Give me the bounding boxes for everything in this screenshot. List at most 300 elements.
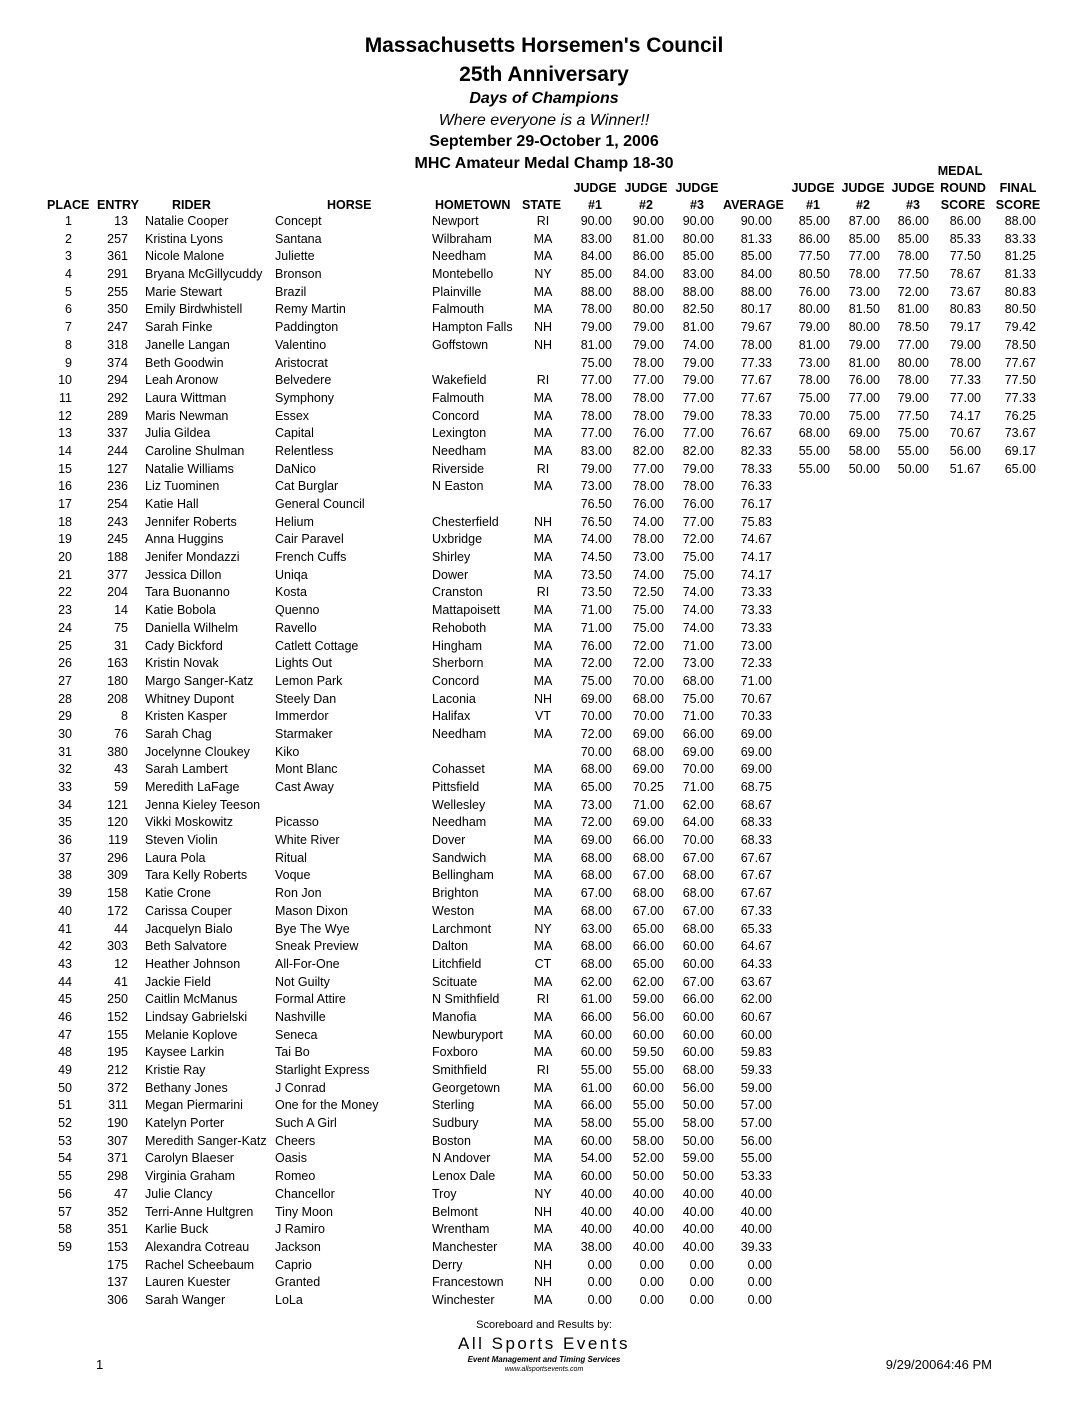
state-cell: MA bbox=[533, 1045, 553, 1060]
judge3-cell: 68.00 bbox=[682, 921, 714, 936]
state-cell: MA bbox=[533, 939, 553, 954]
final-score-cell: 73.67 bbox=[1004, 426, 1036, 441]
judge3-cell: 82.50 bbox=[682, 302, 714, 317]
state-cell: MA bbox=[533, 833, 553, 848]
medal-judge2-cell: 77.00 bbox=[848, 390, 880, 405]
rider-cell: Nicole Malone bbox=[145, 249, 225, 264]
medal-score-cell: 80.83 bbox=[949, 302, 981, 317]
average-cell: 73.33 bbox=[740, 585, 772, 600]
state-cell: MA bbox=[533, 550, 553, 565]
judge1-cell: 40.00 bbox=[580, 1222, 612, 1237]
judge3-cell: 60.00 bbox=[682, 939, 714, 954]
entry-cell: 43 bbox=[114, 762, 128, 777]
judge3-cell: 74.00 bbox=[682, 603, 714, 618]
average-cell: 67.67 bbox=[740, 868, 772, 883]
judge1-cell: 67.00 bbox=[580, 886, 612, 901]
final-score-cell: 77.67 bbox=[1004, 355, 1036, 370]
average-cell: 53.33 bbox=[740, 1169, 772, 1184]
table-row bbox=[0, 815, 1088, 833]
entry-cell: 47 bbox=[114, 1186, 128, 1201]
horse-cell: Uniqa bbox=[275, 567, 308, 582]
average-cell: 56.00 bbox=[740, 1133, 772, 1148]
state-cell: NH bbox=[533, 691, 553, 706]
horse-cell: Ron Jon bbox=[275, 886, 322, 901]
state-cell: NH bbox=[533, 1204, 553, 1219]
medal-judge2-cell: 85.00 bbox=[848, 231, 880, 246]
medal-judge1-cell: 68.00 bbox=[798, 426, 830, 441]
judge2-cell: 62.00 bbox=[632, 974, 664, 989]
judge3-cell: 79.00 bbox=[682, 461, 714, 476]
state-cell: MA bbox=[533, 638, 553, 653]
judge3-cell: 76.00 bbox=[682, 497, 714, 511]
judge2-cell: 60.00 bbox=[632, 1027, 664, 1042]
horse-cell: Cat Burglar bbox=[275, 479, 339, 494]
horse-cell: One for the Money bbox=[275, 1098, 379, 1113]
horse-cell: Valentino bbox=[275, 337, 327, 352]
hometown-cell: N Easton bbox=[432, 479, 484, 494]
medal-judge1-cell: 86.00 bbox=[798, 231, 830, 246]
table-row bbox=[0, 1169, 1088, 1187]
judge3-cell: 68.00 bbox=[682, 673, 714, 688]
horse-cell: Aristocrat bbox=[275, 355, 328, 370]
horse-cell: Steely Dan bbox=[275, 691, 337, 706]
entry-cell: 351 bbox=[107, 1222, 128, 1237]
table-row bbox=[0, 1222, 1088, 1240]
hometown-cell: Francestown bbox=[432, 1275, 504, 1290]
judge1-cell: 73.00 bbox=[580, 797, 612, 812]
average-cell: 40.00 bbox=[740, 1186, 772, 1201]
judge3-cell: 0.00 bbox=[689, 1257, 714, 1272]
horse-cell: Such A Girl bbox=[275, 1116, 337, 1131]
medal-judge1-cell: 85.00 bbox=[798, 214, 830, 228]
state-cell: CT bbox=[534, 956, 552, 971]
entry-cell: 292 bbox=[107, 390, 128, 405]
place-cell: 34 bbox=[58, 797, 72, 812]
average-cell: 59.00 bbox=[740, 1080, 772, 1095]
hometown-cell: Concord bbox=[432, 673, 480, 688]
medal-judge3-cell: 50.00 bbox=[897, 461, 929, 476]
rider-cell: Beth Salvatore bbox=[145, 939, 227, 954]
table-row bbox=[0, 550, 1088, 568]
judge1-cell: 0.00 bbox=[587, 1292, 612, 1307]
entry-cell: 155 bbox=[107, 1027, 128, 1042]
medal-judge2-cell: 80.00 bbox=[848, 320, 880, 335]
rider-cell: Lauren Kuester bbox=[145, 1275, 231, 1290]
rider-cell: Virginia Graham bbox=[145, 1169, 236, 1184]
rider-cell: Daniella Wilhelm bbox=[145, 620, 239, 635]
state-cell: MA bbox=[533, 390, 553, 405]
average-cell: 78.33 bbox=[740, 461, 772, 476]
judge2-cell: 78.00 bbox=[632, 408, 664, 423]
state-cell: MA bbox=[533, 603, 553, 618]
medal-judge3-cell: 75.00 bbox=[897, 426, 929, 441]
hometown-cell: Brighton bbox=[432, 886, 479, 901]
hometown-cell: Belmont bbox=[432, 1204, 478, 1219]
rider-cell: Bethany Jones bbox=[145, 1080, 228, 1095]
horse-cell: Starmaker bbox=[275, 726, 333, 741]
average-cell: 59.33 bbox=[740, 1063, 772, 1077]
rider-cell: Natalie Cooper bbox=[145, 214, 229, 228]
state-cell: MA bbox=[533, 797, 553, 812]
place-cell: 59 bbox=[58, 1239, 72, 1254]
horse-cell: Oasis bbox=[275, 1151, 307, 1166]
entry-cell: 318 bbox=[107, 337, 128, 352]
state-cell: MA bbox=[533, 1222, 553, 1237]
medal-score-cell: 79.00 bbox=[949, 337, 981, 352]
judge1-cell: 83.00 bbox=[580, 231, 612, 246]
table-row bbox=[0, 639, 1088, 657]
header-average: AVERAGE bbox=[723, 198, 784, 212]
judge3-cell: 71.00 bbox=[682, 709, 714, 724]
horse-cell: Helium bbox=[275, 514, 314, 529]
average-cell: 76.33 bbox=[740, 479, 772, 494]
state-cell: MA bbox=[533, 249, 553, 264]
rider-cell: Caroline Shulman bbox=[145, 443, 245, 458]
company-logo-text: All Sports Events bbox=[458, 1334, 630, 1353]
judge1-cell: 79.00 bbox=[580, 320, 612, 335]
judge3-cell: 60.00 bbox=[682, 1027, 714, 1042]
final-score-cell: 79.42 bbox=[1004, 320, 1036, 335]
hometown-cell: Dalton bbox=[432, 939, 469, 954]
place-cell: 17 bbox=[58, 497, 72, 511]
hometown-cell: Sterling bbox=[432, 1098, 475, 1113]
entry-cell: 12 bbox=[114, 956, 128, 971]
table-row bbox=[0, 851, 1088, 869]
state-cell: NH bbox=[533, 320, 553, 335]
medal-judge2-cell: 58.00 bbox=[848, 443, 880, 458]
hometown-cell: Needham bbox=[432, 815, 487, 830]
judge2-cell: 88.00 bbox=[632, 284, 664, 299]
judge2-cell: 68.00 bbox=[632, 744, 664, 759]
average-cell: 68.33 bbox=[740, 815, 772, 830]
table-row bbox=[0, 1116, 1088, 1134]
judge2-cell: 76.00 bbox=[632, 426, 664, 441]
judge1-cell: 73.50 bbox=[580, 567, 612, 582]
rider-cell: Sarah Finke bbox=[145, 320, 213, 335]
judge3-cell: 59.00 bbox=[682, 1151, 714, 1166]
medal-judge2-cell: 78.00 bbox=[848, 267, 880, 282]
rider-cell: Cady Bickford bbox=[145, 638, 223, 653]
judge3-cell: 85.00 bbox=[682, 249, 714, 264]
entry-cell: 137 bbox=[107, 1275, 128, 1290]
average-cell: 67.67 bbox=[740, 886, 772, 901]
judge1-cell: 83.00 bbox=[580, 443, 612, 458]
hometown-cell: Larchmont bbox=[432, 921, 492, 936]
hometown-cell: Foxboro bbox=[432, 1045, 478, 1060]
rider-cell: Sarah Lambert bbox=[145, 762, 228, 777]
rider-cell: Sarah Wanger bbox=[145, 1292, 226, 1307]
average-cell: 74.67 bbox=[740, 532, 772, 547]
entry-cell: 303 bbox=[107, 939, 128, 954]
header-judge1: JUDGE bbox=[573, 181, 617, 195]
judge1-cell: 73.50 bbox=[580, 585, 612, 600]
table-row bbox=[0, 285, 1088, 303]
place-cell: 45 bbox=[58, 992, 72, 1007]
hometown-cell: Winchester bbox=[432, 1292, 495, 1307]
table-row bbox=[0, 444, 1088, 462]
final-score-cell: 77.50 bbox=[1004, 373, 1036, 388]
final-score-cell: 80.83 bbox=[1004, 284, 1036, 299]
medal-judge1-cell: 80.50 bbox=[798, 267, 830, 282]
rider-cell: Jocelynne Cloukey bbox=[145, 744, 250, 759]
rider-cell: Jessica Dillon bbox=[145, 567, 222, 582]
rider-cell: Leah Aronow bbox=[145, 373, 218, 388]
horse-cell: Nashville bbox=[275, 1009, 326, 1024]
average-cell: 65.33 bbox=[740, 921, 772, 936]
medal-judge3-cell: 55.00 bbox=[897, 443, 929, 458]
table-row bbox=[0, 975, 1088, 993]
judge3-cell: 58.00 bbox=[682, 1116, 714, 1131]
medal-judge3-cell: 77.00 bbox=[897, 337, 929, 352]
hometown-cell: Georgetown bbox=[432, 1080, 501, 1095]
medal-score-cell: 86.00 bbox=[949, 214, 981, 228]
entry-cell: 76 bbox=[114, 726, 128, 741]
judge2-cell: 0.00 bbox=[639, 1275, 664, 1290]
rider-cell: Jennifer Roberts bbox=[145, 514, 237, 529]
horse-cell: Not Guilty bbox=[275, 974, 330, 989]
judge2-cell: 72.50 bbox=[632, 585, 664, 600]
judge3-cell: 75.00 bbox=[682, 550, 714, 565]
rider-cell: Maris Newman bbox=[145, 408, 229, 423]
medal-score-cell: 79.17 bbox=[949, 320, 981, 335]
judge2-cell: 74.00 bbox=[632, 514, 664, 529]
place-cell: 56 bbox=[58, 1186, 72, 1201]
place-cell: 9 bbox=[65, 355, 72, 370]
table-row bbox=[0, 745, 1088, 763]
entry-cell: 372 bbox=[107, 1080, 128, 1095]
state-cell: MA bbox=[533, 1151, 553, 1166]
judge2-cell: 40.00 bbox=[632, 1186, 664, 1201]
judge1-cell: 77.00 bbox=[580, 373, 612, 388]
judge3-cell: 50.00 bbox=[682, 1169, 714, 1184]
judge3-cell: 67.00 bbox=[682, 850, 714, 865]
average-cell: 69.00 bbox=[740, 726, 772, 741]
judge3-cell: 83.00 bbox=[682, 267, 714, 282]
state-cell: MA bbox=[533, 1116, 553, 1131]
horse-cell: Bye The Wye bbox=[275, 921, 350, 936]
state-cell: MA bbox=[533, 903, 553, 918]
table-row bbox=[0, 409, 1088, 427]
hometown-cell: Manchester bbox=[432, 1239, 498, 1254]
medal-judge3-cell: 79.00 bbox=[897, 390, 929, 405]
judge1-cell: 55.00 bbox=[580, 1063, 612, 1077]
average-cell: 76.17 bbox=[740, 497, 772, 511]
judge3-cell: 64.00 bbox=[682, 815, 714, 830]
judge1-cell: 85.00 bbox=[580, 267, 612, 282]
hometown-cell: Lenox Dale bbox=[432, 1169, 496, 1184]
average-cell: 90.00 bbox=[740, 214, 772, 228]
judge1-cell: 72.00 bbox=[580, 815, 612, 830]
page-number: 1 bbox=[96, 1357, 104, 1372]
judge1-cell: 76.50 bbox=[580, 514, 612, 529]
average-cell: 40.00 bbox=[740, 1222, 772, 1237]
place-cell: 1 bbox=[65, 214, 72, 228]
judge1-cell: 73.00 bbox=[580, 479, 612, 494]
entry-cell: 244 bbox=[107, 443, 128, 458]
place-cell: 46 bbox=[58, 1009, 72, 1024]
medal-judge3-cell: 78.50 bbox=[897, 320, 929, 335]
entry-cell: 306 bbox=[107, 1292, 128, 1307]
judge3-cell: 79.00 bbox=[682, 408, 714, 423]
judge2-cell: 58.00 bbox=[632, 1133, 664, 1148]
state-cell: MA bbox=[533, 408, 553, 423]
table-row bbox=[0, 426, 1088, 444]
state-cell: MA bbox=[533, 426, 553, 441]
table-row bbox=[0, 515, 1088, 533]
judge1-cell: 62.00 bbox=[580, 974, 612, 989]
entry-cell: 307 bbox=[107, 1133, 128, 1148]
judge1-cell: 78.00 bbox=[580, 302, 612, 317]
average-cell: 0.00 bbox=[747, 1292, 772, 1307]
hometown-cell: Troy bbox=[432, 1186, 457, 1201]
entry-cell: 195 bbox=[107, 1045, 128, 1060]
place-cell: 51 bbox=[58, 1098, 72, 1113]
entry-cell: 294 bbox=[107, 373, 128, 388]
judge3-cell: 68.00 bbox=[682, 868, 714, 883]
horse-cell: Voque bbox=[275, 868, 311, 883]
hometown-cell: Bellingham bbox=[432, 868, 494, 883]
judge3-cell: 40.00 bbox=[682, 1204, 714, 1219]
state-cell: VT bbox=[535, 709, 551, 724]
medal-judge2-cell: 69.00 bbox=[848, 426, 880, 441]
judge1-cell: 81.00 bbox=[580, 337, 612, 352]
state-cell: MA bbox=[533, 1080, 553, 1095]
header-j2: #2 bbox=[639, 198, 653, 212]
header-medal: MEDAL bbox=[937, 164, 983, 178]
medal-judge1-cell: 73.00 bbox=[798, 355, 830, 370]
hometown-cell: Litchfield bbox=[432, 956, 482, 971]
judge3-cell: 71.00 bbox=[682, 638, 714, 653]
entry-cell: 158 bbox=[107, 886, 128, 901]
entry-cell: 59 bbox=[114, 780, 128, 794]
state-cell: MA bbox=[533, 868, 553, 883]
average-cell: 68.33 bbox=[740, 833, 772, 848]
entry-cell: 254 bbox=[107, 497, 128, 511]
medal-judge2-cell: 81.00 bbox=[848, 355, 880, 370]
rider-cell: Sarah Chag bbox=[145, 726, 212, 741]
hometown-cell: Newport bbox=[432, 214, 479, 228]
hometown-cell: Mattapoisett bbox=[432, 603, 501, 618]
rider-cell: Beth Goodwin bbox=[145, 355, 224, 370]
horse-cell: Immerdor bbox=[275, 709, 329, 724]
hometown-cell: Montebello bbox=[432, 267, 494, 282]
medal-judge1-cell: 76.00 bbox=[798, 284, 830, 299]
table-row bbox=[0, 692, 1088, 710]
medal-judge3-cell: 80.00 bbox=[897, 355, 929, 370]
table-row bbox=[0, 833, 1088, 851]
place-cell: 35 bbox=[58, 815, 72, 830]
average-cell: 70.33 bbox=[740, 709, 772, 724]
hometown-cell: Falmouth bbox=[432, 302, 485, 317]
state-cell: RI bbox=[536, 585, 550, 600]
judge2-cell: 79.00 bbox=[632, 320, 664, 335]
rider-cell: Alexandra Cotreau bbox=[145, 1239, 250, 1254]
medal-judge3-cell: 78.00 bbox=[897, 249, 929, 264]
average-cell: 60.00 bbox=[740, 1027, 772, 1042]
place-cell: 37 bbox=[58, 850, 72, 865]
judge2-cell: 56.00 bbox=[632, 1009, 664, 1024]
judge2-cell: 40.00 bbox=[632, 1239, 664, 1254]
rider-cell: Steven Violin bbox=[145, 833, 218, 848]
average-cell: 57.00 bbox=[740, 1116, 772, 1131]
judge3-cell: 79.00 bbox=[682, 355, 714, 370]
place-cell: 18 bbox=[58, 514, 72, 529]
table-row bbox=[0, 232, 1088, 250]
horse-cell: Quenno bbox=[275, 603, 320, 618]
table-row bbox=[0, 656, 1088, 674]
judge3-cell: 75.00 bbox=[682, 691, 714, 706]
entry-cell: 75 bbox=[114, 620, 128, 635]
medal-judge3-cell: 81.00 bbox=[897, 302, 929, 317]
header-judge3: JUDGE bbox=[675, 181, 719, 195]
hometown-cell: Dover bbox=[432, 833, 466, 848]
table-row bbox=[0, 214, 1088, 232]
judge3-cell: 40.00 bbox=[682, 1186, 714, 1201]
horse-cell: Seneca bbox=[275, 1027, 318, 1042]
average-cell: 74.17 bbox=[740, 550, 772, 565]
final-score-cell: 81.33 bbox=[1004, 267, 1036, 282]
header-final: FINAL bbox=[999, 181, 1037, 195]
hometown-cell: Needham bbox=[432, 249, 487, 264]
header-entry: ENTRY bbox=[97, 198, 139, 212]
state-cell: MA bbox=[533, 886, 553, 901]
judge3-cell: 66.00 bbox=[682, 992, 714, 1007]
rider-cell: Heather Johnson bbox=[145, 956, 241, 971]
judge3-cell: 81.00 bbox=[682, 320, 714, 335]
state-cell: MA bbox=[533, 567, 553, 582]
judge1-cell: 58.00 bbox=[580, 1116, 612, 1131]
horse-cell: Picasso bbox=[275, 815, 319, 830]
hometown-cell: Newburyport bbox=[432, 1027, 503, 1042]
place-cell: 12 bbox=[58, 408, 72, 423]
table-row bbox=[0, 780, 1088, 798]
header-rider: RIDER bbox=[172, 198, 211, 212]
judge2-cell: 68.00 bbox=[632, 691, 664, 706]
judge3-cell: 40.00 bbox=[682, 1222, 714, 1237]
judge1-cell: 65.00 bbox=[580, 780, 612, 794]
entry-cell: 352 bbox=[107, 1204, 128, 1219]
judge3-cell: 80.00 bbox=[682, 231, 714, 246]
place-cell: 13 bbox=[58, 426, 72, 441]
average-cell: 63.67 bbox=[740, 974, 772, 989]
entry-cell: 374 bbox=[107, 355, 128, 370]
rider-cell: Whitney Dupont bbox=[145, 691, 234, 706]
table-row bbox=[0, 1151, 1088, 1169]
event-subtitle: Days of Champions bbox=[469, 90, 619, 107]
horse-cell: Ritual bbox=[275, 850, 307, 865]
final-score-cell: 80.50 bbox=[1004, 302, 1036, 317]
place-cell: 4 bbox=[65, 267, 72, 282]
average-cell: 76.67 bbox=[740, 426, 772, 441]
horse-cell: Kosta bbox=[275, 585, 307, 600]
rider-cell: Karlie Buck bbox=[145, 1222, 209, 1237]
horse-cell: Tai Bo bbox=[275, 1045, 310, 1060]
place-cell: 52 bbox=[58, 1116, 72, 1131]
average-cell: 70.67 bbox=[740, 691, 772, 706]
place-cell: 19 bbox=[58, 532, 72, 547]
entry-cell: 255 bbox=[107, 284, 128, 299]
entry-cell: 8 bbox=[121, 709, 128, 724]
final-score-cell: 78.50 bbox=[1004, 337, 1036, 352]
judge3-cell: 0.00 bbox=[689, 1292, 714, 1307]
place-cell: 49 bbox=[58, 1063, 72, 1077]
hometown-cell: Cohasset bbox=[432, 762, 485, 777]
average-cell: 40.00 bbox=[740, 1204, 772, 1219]
average-cell: 69.00 bbox=[740, 762, 772, 777]
judge3-cell: 90.00 bbox=[682, 214, 714, 228]
hometown-cell: Sudbury bbox=[432, 1116, 479, 1131]
state-cell: NH bbox=[533, 337, 553, 352]
